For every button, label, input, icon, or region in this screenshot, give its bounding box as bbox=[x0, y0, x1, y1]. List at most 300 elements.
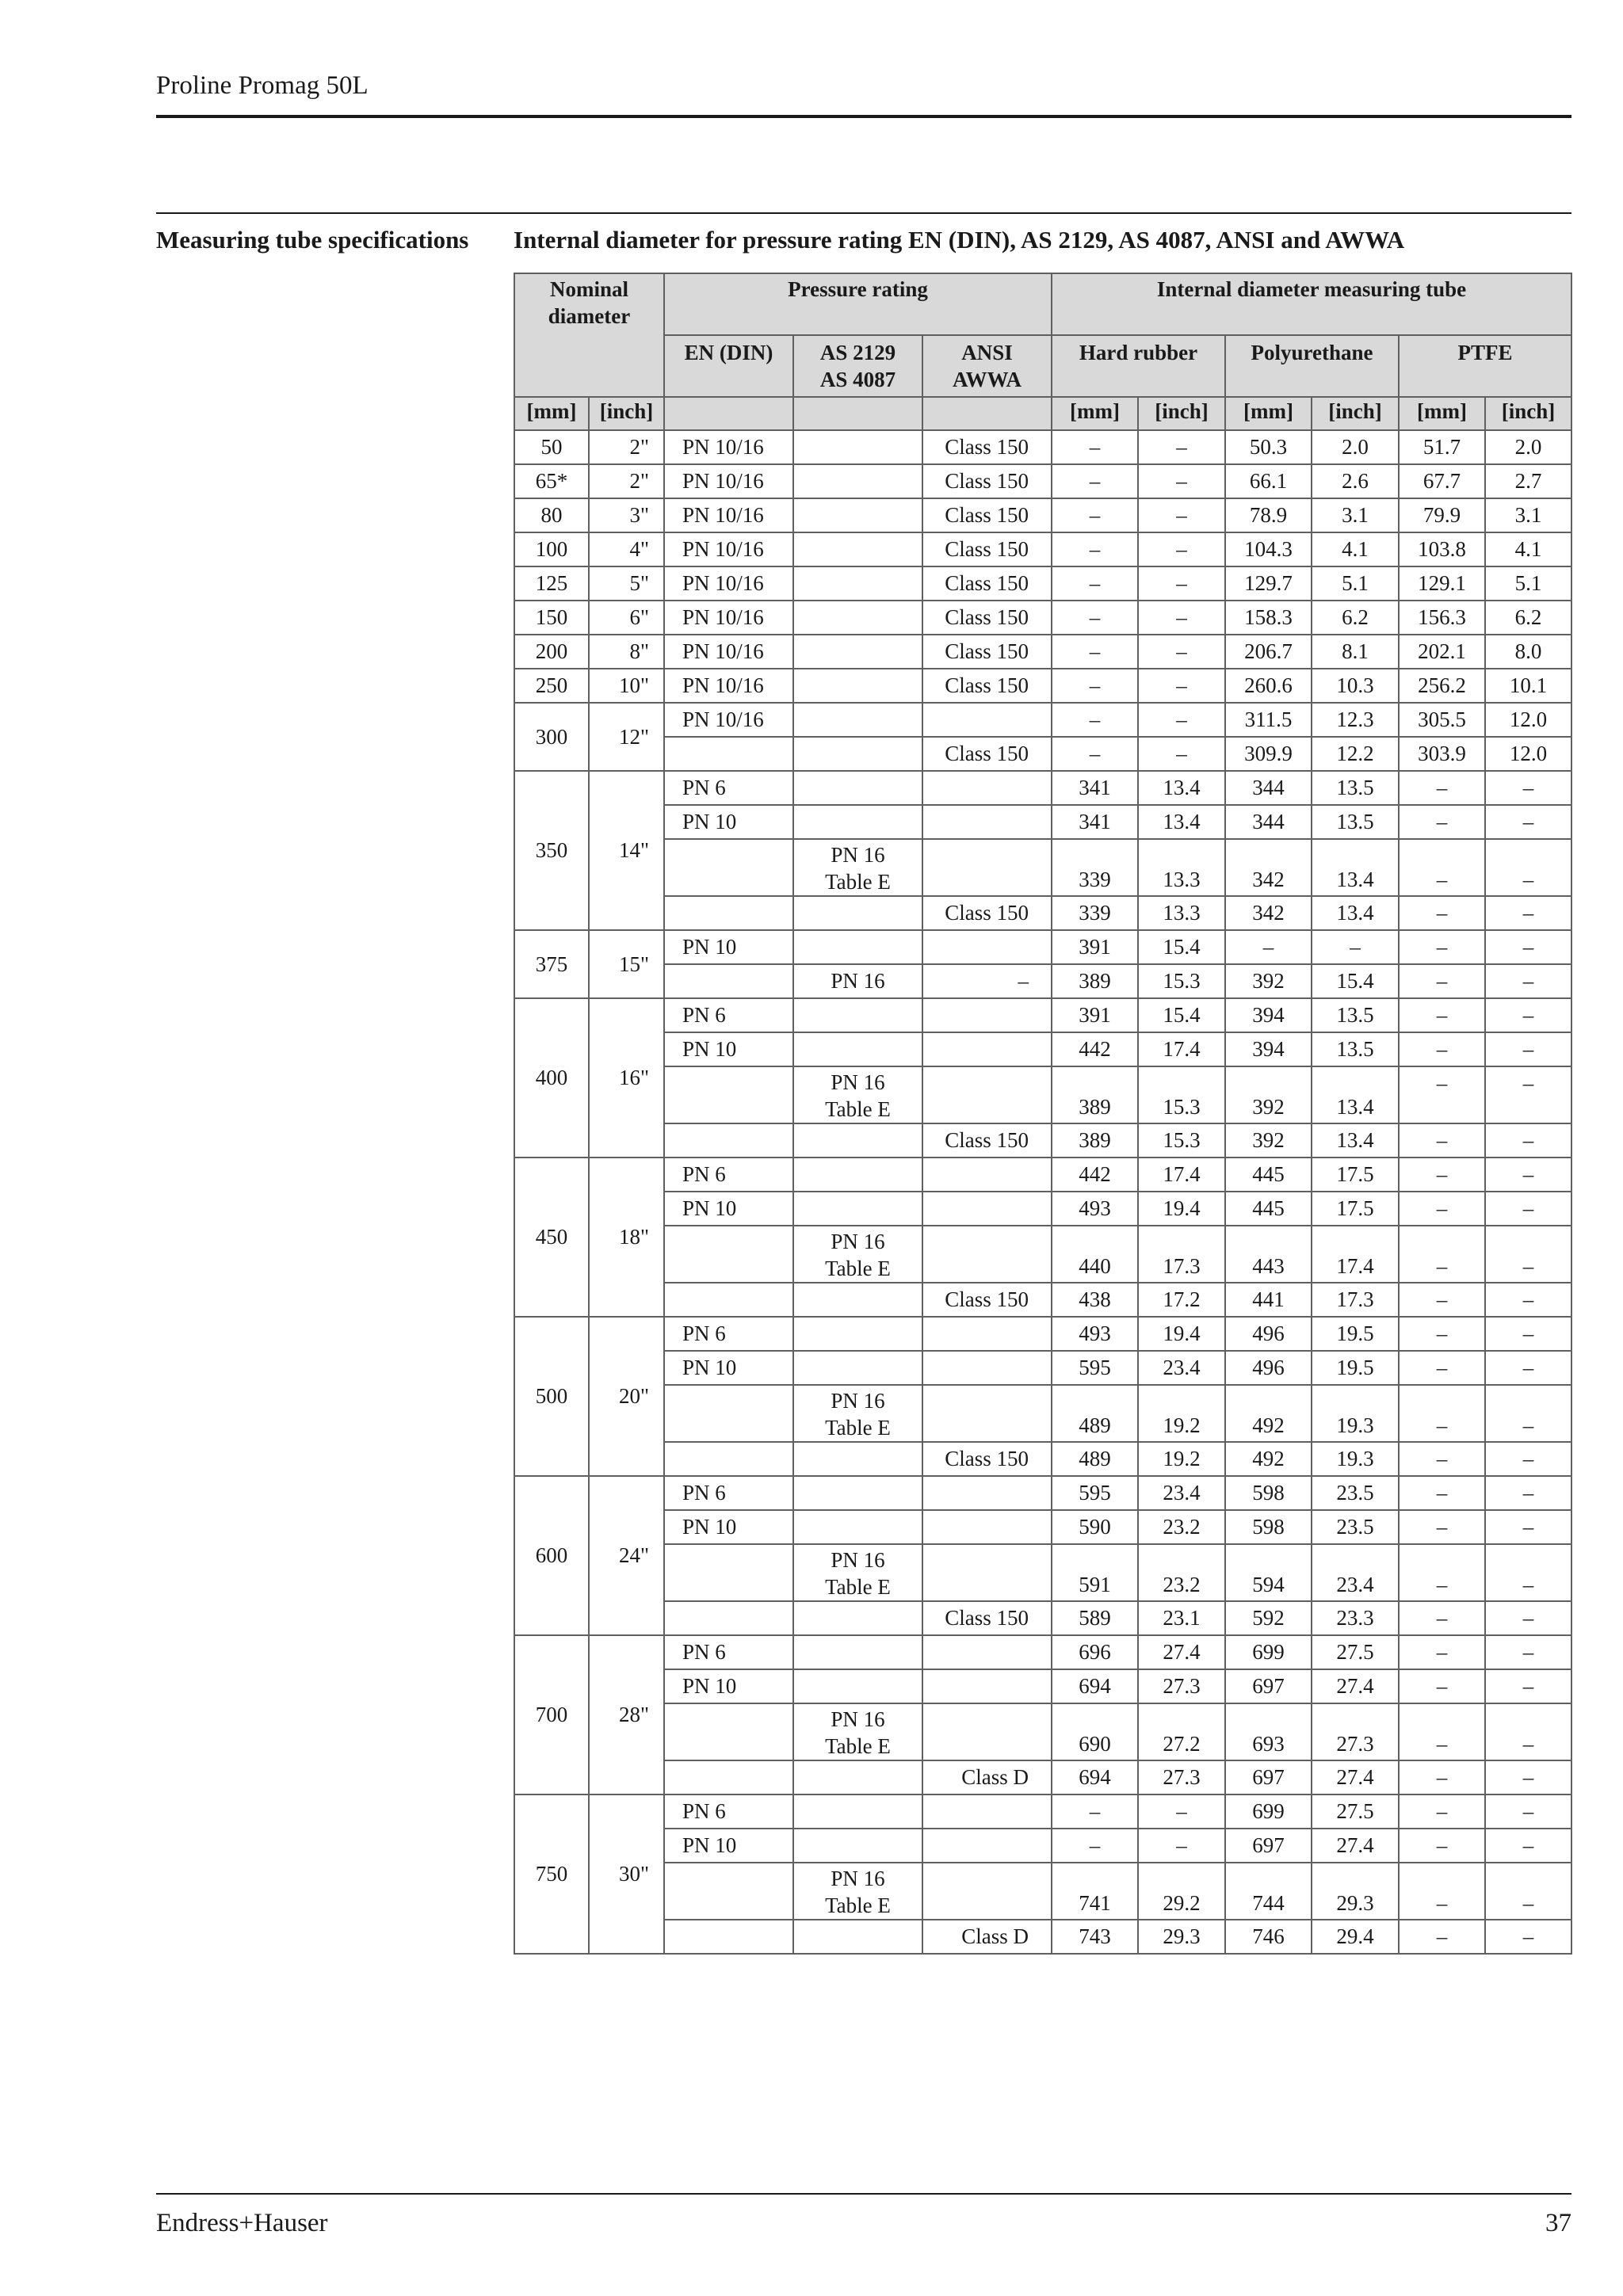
table-row bbox=[514, 737, 1571, 771]
table-row bbox=[514, 1669, 1571, 1703]
ptfe-inch-cell: – bbox=[1485, 1032, 1571, 1066]
ptfe-inch-cell: – bbox=[1485, 1158, 1571, 1192]
table-row bbox=[514, 1317, 1571, 1351]
hard-rubber-inch-cell: 19.2 bbox=[1138, 1442, 1225, 1476]
hard-rubber-inch-cell: 23.1 bbox=[1138, 1601, 1225, 1635]
hard-rubber-inch-cell: 19.4 bbox=[1138, 1317, 1225, 1351]
ptfe-inch-cell: 4.1 bbox=[1485, 532, 1571, 566]
ptfe-inch-cell: 3.1 bbox=[1485, 498, 1571, 532]
ptfe-inch-cell: 12.0 bbox=[1485, 703, 1571, 737]
polyurethane-mm-cell: 206.7 bbox=[1225, 635, 1312, 669]
as-cell: PN 16 Table E bbox=[793, 839, 922, 896]
nominal-mm-cell: 300 bbox=[514, 703, 589, 771]
polyurethane-inch-cell: 15.4 bbox=[1312, 964, 1399, 998]
table-row bbox=[514, 1510, 1571, 1544]
table-row bbox=[514, 1351, 1571, 1385]
as-cell: PN 16 Table E bbox=[793, 1544, 922, 1601]
as-cell bbox=[793, 805, 922, 839]
ptfe-inch-cell: – bbox=[1485, 839, 1571, 896]
en-din-cell bbox=[664, 1920, 793, 1954]
polyurethane-inch-cell: 13.4 bbox=[1312, 839, 1399, 896]
hard-rubber-inch-cell: – bbox=[1138, 601, 1225, 635]
as-cell bbox=[793, 1510, 922, 1544]
polyurethane-inch-cell: 27.5 bbox=[1312, 1794, 1399, 1829]
hard-rubber-inch-cell: 15.4 bbox=[1138, 930, 1225, 964]
as-cell bbox=[793, 703, 922, 737]
hard-rubber-inch-cell: – bbox=[1138, 669, 1225, 703]
as-cell bbox=[793, 1920, 922, 1954]
nominal-mm-cell: 100 bbox=[514, 532, 589, 566]
polyurethane-inch-cell: 27.4 bbox=[1312, 1669, 1399, 1703]
en-din-cell: PN 10 bbox=[664, 1829, 793, 1863]
polyurethane-mm-cell: 342 bbox=[1225, 896, 1312, 930]
ansi-cell bbox=[922, 1066, 1052, 1123]
ansi-cell bbox=[922, 703, 1052, 737]
table-row bbox=[514, 1442, 1571, 1476]
en-din-cell: PN 10 bbox=[664, 1192, 793, 1226]
hard-rubber-mm-cell: – bbox=[1052, 669, 1138, 703]
ptfe-mm-cell: 256.2 bbox=[1399, 669, 1485, 703]
polyurethane-mm-cell: 699 bbox=[1225, 1635, 1312, 1669]
ansi-cell bbox=[922, 1863, 1052, 1920]
hard-rubber-inch-cell: 23.4 bbox=[1138, 1476, 1225, 1510]
ansi-cell bbox=[922, 1226, 1052, 1283]
polyurethane-inch-cell: 12.2 bbox=[1312, 737, 1399, 771]
polyurethane-mm-cell: 392 bbox=[1225, 1066, 1312, 1123]
table-row bbox=[514, 601, 1571, 635]
polyurethane-mm-cell: 394 bbox=[1225, 1032, 1312, 1066]
polyurethane-inch-cell: 27.4 bbox=[1312, 1829, 1399, 1863]
ansi-cell bbox=[922, 1351, 1052, 1385]
ptfe-mm-cell: – bbox=[1399, 1283, 1485, 1317]
ansi-cell: Class 150 bbox=[922, 1283, 1052, 1317]
ansi-cell bbox=[922, 1829, 1052, 1863]
polyurethane-inch-cell: 13.4 bbox=[1312, 1066, 1399, 1123]
nominal-inch-cell: 4" bbox=[589, 532, 664, 566]
polyurethane-mm-cell: 598 bbox=[1225, 1476, 1312, 1510]
en-din-cell: PN 6 bbox=[664, 1794, 793, 1829]
table-row bbox=[514, 1829, 1571, 1863]
nominal-inch-cell: 18" bbox=[589, 1158, 664, 1317]
polyurethane-mm-cell: – bbox=[1225, 930, 1312, 964]
ansi-cell bbox=[922, 998, 1052, 1032]
polyurethane-mm-cell: 697 bbox=[1225, 1669, 1312, 1703]
polyurethane-inch-cell: 13.5 bbox=[1312, 1032, 1399, 1066]
ptfe-mm-cell: – bbox=[1399, 930, 1485, 964]
en-din-cell bbox=[664, 1544, 793, 1601]
as-cell bbox=[793, 1123, 922, 1158]
hard-rubber-inch-cell: 15.4 bbox=[1138, 998, 1225, 1032]
en-din-cell: PN 10 bbox=[664, 1510, 793, 1544]
polyurethane-inch-cell: 23.3 bbox=[1312, 1601, 1399, 1635]
as-cell bbox=[793, 635, 922, 669]
nominal-inch-cell: 10" bbox=[589, 669, 664, 703]
polyurethane-inch-cell: 13.4 bbox=[1312, 1123, 1399, 1158]
header-divider bbox=[156, 115, 1571, 118]
polyurethane-inch-cell: 17.4 bbox=[1312, 1226, 1399, 1283]
table-row bbox=[514, 771, 1571, 805]
en-din-cell bbox=[664, 1863, 793, 1920]
polyurethane-inch-cell: 23.4 bbox=[1312, 1544, 1399, 1601]
hard-rubber-inch-cell: – bbox=[1138, 566, 1225, 601]
hard-rubber-inch-cell: 27.4 bbox=[1138, 1635, 1225, 1669]
table-row bbox=[514, 1066, 1571, 1123]
hard-rubber-inch-cell: – bbox=[1138, 703, 1225, 737]
nominal-mm-cell: 125 bbox=[514, 566, 589, 601]
en-din-cell: PN 10/16 bbox=[664, 430, 793, 464]
as-cell: PN 16 Table E bbox=[793, 1066, 922, 1123]
unit-mm: [mm] bbox=[1225, 397, 1312, 430]
ptfe-mm-cell: – bbox=[1399, 1192, 1485, 1226]
ansi-cell bbox=[922, 839, 1052, 896]
ansi-cell: Class 150 bbox=[922, 464, 1052, 498]
ptfe-inch-cell: – bbox=[1485, 1920, 1571, 1954]
ptfe-inch-cell: – bbox=[1485, 896, 1571, 930]
table-row bbox=[514, 1635, 1571, 1669]
hard-rubber-inch-cell: 13.3 bbox=[1138, 896, 1225, 930]
as-cell bbox=[793, 1192, 922, 1226]
table-row bbox=[514, 498, 1571, 532]
en-din-cell bbox=[664, 1226, 793, 1283]
hard-rubber-inch-cell: – bbox=[1138, 1829, 1225, 1863]
polyurethane-inch-cell: 13.4 bbox=[1312, 896, 1399, 930]
hard-rubber-mm-cell: 696 bbox=[1052, 1635, 1138, 1669]
hard-rubber-inch-cell: 23.2 bbox=[1138, 1544, 1225, 1601]
header-blank bbox=[793, 397, 922, 430]
ptfe-inch-cell: 2.7 bbox=[1485, 464, 1571, 498]
unit-mm: [mm] bbox=[1399, 397, 1485, 430]
hard-rubber-inch-cell: 17.2 bbox=[1138, 1283, 1225, 1317]
polyurethane-mm-cell: 697 bbox=[1225, 1829, 1312, 1863]
en-din-cell bbox=[664, 1703, 793, 1760]
ansi-cell: Class 150 bbox=[922, 896, 1052, 930]
ansi-cell: Class 150 bbox=[922, 566, 1052, 601]
unit-inch: [inch] bbox=[589, 397, 664, 430]
header-ansi: ANSI AWWA bbox=[922, 335, 1052, 397]
ptfe-mm-cell: – bbox=[1399, 1032, 1485, 1066]
footer-divider bbox=[156, 2193, 1571, 2195]
polyurethane-mm-cell: 496 bbox=[1225, 1351, 1312, 1385]
nominal-mm-cell: 200 bbox=[514, 635, 589, 669]
table-row bbox=[514, 1123, 1571, 1158]
ansi-cell: – bbox=[922, 964, 1052, 998]
ptfe-mm-cell: 156.3 bbox=[1399, 601, 1485, 635]
as-cell bbox=[793, 771, 922, 805]
en-din-cell: PN 10/16 bbox=[664, 532, 793, 566]
en-din-cell: PN 6 bbox=[664, 998, 793, 1032]
polyurethane-mm-cell: 445 bbox=[1225, 1192, 1312, 1226]
hard-rubber-mm-cell: 741 bbox=[1052, 1863, 1138, 1920]
nominal-inch-cell: 2" bbox=[589, 430, 664, 464]
nominal-mm-cell: 375 bbox=[514, 930, 589, 998]
ptfe-mm-cell: 67.7 bbox=[1399, 464, 1485, 498]
nominal-inch-cell: 8" bbox=[589, 635, 664, 669]
as-cell bbox=[793, 1442, 922, 1476]
ansi-cell bbox=[922, 930, 1052, 964]
footer-brand: Endress+Hauser bbox=[156, 2209, 328, 2237]
ptfe-mm-cell: 305.5 bbox=[1399, 703, 1485, 737]
table-row bbox=[514, 1794, 1571, 1829]
table-row bbox=[514, 998, 1571, 1032]
ptfe-inch-cell: – bbox=[1485, 1123, 1571, 1158]
hard-rubber-mm-cell: – bbox=[1052, 635, 1138, 669]
polyurethane-inch-cell: 5.1 bbox=[1312, 566, 1399, 601]
ptfe-inch-cell: – bbox=[1485, 930, 1571, 964]
en-din-cell: PN 10 bbox=[664, 1032, 793, 1066]
as-cell: PN 16 Table E bbox=[793, 1863, 922, 1920]
polyurethane-mm-cell: 344 bbox=[1225, 771, 1312, 805]
hard-rubber-mm-cell: 440 bbox=[1052, 1226, 1138, 1283]
table-row bbox=[514, 566, 1571, 601]
as-cell bbox=[793, 1635, 922, 1669]
ptfe-mm-cell: – bbox=[1399, 998, 1485, 1032]
ptfe-inch-cell: – bbox=[1485, 1544, 1571, 1601]
ptfe-mm-cell: – bbox=[1399, 1158, 1485, 1192]
section-label: Measuring tube specifications bbox=[156, 226, 469, 254]
unit-mm: [mm] bbox=[1052, 397, 1138, 430]
en-din-cell: PN 10 bbox=[664, 1351, 793, 1385]
ansi-cell: Class 150 bbox=[922, 737, 1052, 771]
polyurethane-inch-cell: 10.3 bbox=[1312, 669, 1399, 703]
en-din-cell: PN 6 bbox=[664, 771, 793, 805]
en-din-cell: PN 6 bbox=[664, 1158, 793, 1192]
nominal-mm-cell: 250 bbox=[514, 669, 589, 703]
header-hard-rubber: Hard rubber bbox=[1052, 335, 1225, 397]
header-nominal-diameter: Nominal diameter bbox=[514, 273, 664, 397]
internal-diameter-table bbox=[514, 273, 1572, 1955]
header-polyurethane: Polyurethane bbox=[1225, 335, 1399, 397]
polyurethane-mm-cell: 592 bbox=[1225, 1601, 1312, 1635]
table-row bbox=[514, 1920, 1571, 1954]
hard-rubber-mm-cell: 341 bbox=[1052, 771, 1138, 805]
page-header-title: Proline Promag 50L bbox=[156, 71, 369, 100]
ptfe-mm-cell: – bbox=[1399, 1601, 1485, 1635]
hard-rubber-mm-cell: 493 bbox=[1052, 1317, 1138, 1351]
en-din-cell: PN 10/16 bbox=[664, 498, 793, 532]
ptfe-mm-cell: 202.1 bbox=[1399, 635, 1485, 669]
hard-rubber-inch-cell: 23.2 bbox=[1138, 1510, 1225, 1544]
polyurethane-mm-cell: 104.3 bbox=[1225, 532, 1312, 566]
hard-rubber-mm-cell: 595 bbox=[1052, 1476, 1138, 1510]
table-row bbox=[514, 430, 1571, 464]
ptfe-mm-cell: – bbox=[1399, 964, 1485, 998]
ptfe-mm-cell: – bbox=[1399, 1476, 1485, 1510]
hard-rubber-mm-cell: 489 bbox=[1052, 1442, 1138, 1476]
ansi-cell bbox=[922, 771, 1052, 805]
ptfe-mm-cell: – bbox=[1399, 1226, 1485, 1283]
hard-rubber-inch-cell: 17.4 bbox=[1138, 1032, 1225, 1066]
hard-rubber-inch-cell: 15.3 bbox=[1138, 964, 1225, 998]
ptfe-mm-cell: 103.8 bbox=[1399, 532, 1485, 566]
ptfe-inch-cell: – bbox=[1485, 1635, 1571, 1669]
nominal-inch-cell: 5" bbox=[589, 566, 664, 601]
nominal-inch-cell: 15" bbox=[589, 930, 664, 998]
as-cell bbox=[793, 1601, 922, 1635]
polyurethane-mm-cell: 746 bbox=[1225, 1920, 1312, 1954]
en-din-cell: PN 10 bbox=[664, 930, 793, 964]
polyurethane-inch-cell: 2.0 bbox=[1312, 430, 1399, 464]
ansi-cell: Class 150 bbox=[922, 635, 1052, 669]
en-din-cell: PN 10 bbox=[664, 805, 793, 839]
ptfe-inch-cell: – bbox=[1485, 805, 1571, 839]
hard-rubber-mm-cell: 341 bbox=[1052, 805, 1138, 839]
hard-rubber-inch-cell: – bbox=[1138, 532, 1225, 566]
table-row bbox=[514, 896, 1571, 930]
polyurethane-inch-cell: 13.5 bbox=[1312, 771, 1399, 805]
hard-rubber-mm-cell: 690 bbox=[1052, 1703, 1138, 1760]
nominal-inch-cell: 2" bbox=[589, 464, 664, 498]
hard-rubber-mm-cell: – bbox=[1052, 1829, 1138, 1863]
polyurethane-mm-cell: 392 bbox=[1225, 1123, 1312, 1158]
as-cell bbox=[793, 1794, 922, 1829]
nominal-inch-cell: 20" bbox=[589, 1317, 664, 1476]
hard-rubber-mm-cell: – bbox=[1052, 737, 1138, 771]
hard-rubber-inch-cell: – bbox=[1138, 737, 1225, 771]
header-blank bbox=[922, 397, 1052, 430]
hard-rubber-inch-cell: 29.3 bbox=[1138, 1920, 1225, 1954]
ptfe-mm-cell: – bbox=[1399, 1794, 1485, 1829]
ptfe-mm-cell: – bbox=[1399, 1385, 1485, 1442]
polyurethane-mm-cell: 344 bbox=[1225, 805, 1312, 839]
ptfe-inch-cell: – bbox=[1485, 1703, 1571, 1760]
polyurethane-inch-cell: 2.6 bbox=[1312, 464, 1399, 498]
polyurethane-mm-cell: 392 bbox=[1225, 964, 1312, 998]
ptfe-mm-cell: – bbox=[1399, 1123, 1485, 1158]
hard-rubber-inch-cell: 23.4 bbox=[1138, 1351, 1225, 1385]
ptfe-inch-cell: – bbox=[1485, 1283, 1571, 1317]
nominal-inch-cell: 28" bbox=[589, 1635, 664, 1794]
ptfe-inch-cell: 6.2 bbox=[1485, 601, 1571, 635]
hard-rubber-mm-cell: 389 bbox=[1052, 964, 1138, 998]
ptfe-mm-cell: – bbox=[1399, 896, 1485, 930]
hard-rubber-mm-cell: 389 bbox=[1052, 1123, 1138, 1158]
ptfe-inch-cell: – bbox=[1485, 1317, 1571, 1351]
as-cell bbox=[793, 1283, 922, 1317]
header-as: AS 2129 AS 4087 bbox=[793, 335, 922, 397]
as-cell bbox=[793, 566, 922, 601]
table-row bbox=[514, 1226, 1571, 1283]
nominal-inch-cell: 6" bbox=[589, 601, 664, 635]
ansi-cell: Class D bbox=[922, 1760, 1052, 1794]
ptfe-inch-cell: – bbox=[1485, 771, 1571, 805]
as-cell bbox=[793, 930, 922, 964]
ansi-cell bbox=[922, 1635, 1052, 1669]
en-din-cell bbox=[664, 1760, 793, 1794]
hard-rubber-mm-cell: – bbox=[1052, 703, 1138, 737]
nominal-mm-cell: 500 bbox=[514, 1317, 589, 1476]
ptfe-inch-cell: – bbox=[1485, 1829, 1571, 1863]
polyurethane-inch-cell: 23.5 bbox=[1312, 1510, 1399, 1544]
en-din-cell: PN 10/16 bbox=[664, 566, 793, 601]
header-en-din: EN (DIN) bbox=[664, 335, 793, 397]
polyurethane-mm-cell: 78.9 bbox=[1225, 498, 1312, 532]
ptfe-inch-cell: 10.1 bbox=[1485, 669, 1571, 703]
hard-rubber-inch-cell: – bbox=[1138, 1794, 1225, 1829]
ptfe-mm-cell: – bbox=[1399, 1760, 1485, 1794]
ptfe-inch-cell: – bbox=[1485, 1794, 1571, 1829]
hard-rubber-mm-cell: – bbox=[1052, 532, 1138, 566]
ptfe-inch-cell: – bbox=[1485, 1510, 1571, 1544]
en-din-cell bbox=[664, 1601, 793, 1635]
as-cell bbox=[793, 498, 922, 532]
polyurethane-inch-cell: 4.1 bbox=[1312, 532, 1399, 566]
nominal-inch-cell: 30" bbox=[589, 1794, 664, 1954]
nominal-mm-cell: 65* bbox=[514, 464, 589, 498]
ansi-cell: Class 150 bbox=[922, 601, 1052, 635]
ptfe-mm-cell: 129.1 bbox=[1399, 566, 1485, 601]
hard-rubber-inch-cell: 27.2 bbox=[1138, 1703, 1225, 1760]
en-din-cell: PN 10 bbox=[664, 1669, 793, 1703]
en-din-cell bbox=[664, 1385, 793, 1442]
table-title: Internal diameter for pressure rating EN (DIN), AS 2129, AS 4087, ANSI and AWWA bbox=[514, 226, 1405, 254]
ptfe-mm-cell: – bbox=[1399, 805, 1485, 839]
as-cell bbox=[793, 1158, 922, 1192]
table-row bbox=[514, 805, 1571, 839]
hard-rubber-inch-cell: 13.4 bbox=[1138, 771, 1225, 805]
polyurethane-inch-cell: 27.4 bbox=[1312, 1760, 1399, 1794]
hard-rubber-inch-cell: 19.2 bbox=[1138, 1385, 1225, 1442]
polyurethane-mm-cell: 260.6 bbox=[1225, 669, 1312, 703]
ansi-cell bbox=[922, 1192, 1052, 1226]
nominal-mm-cell: 450 bbox=[514, 1158, 589, 1317]
ansi-cell: Class 150 bbox=[922, 532, 1052, 566]
as-cell bbox=[793, 464, 922, 498]
table-body bbox=[514, 430, 1571, 1954]
table-row bbox=[514, 1863, 1571, 1920]
en-din-cell: PN 10/16 bbox=[664, 635, 793, 669]
ansi-cell bbox=[922, 1703, 1052, 1760]
hard-rubber-mm-cell: 489 bbox=[1052, 1385, 1138, 1442]
en-din-cell bbox=[664, 964, 793, 998]
ptfe-mm-cell: – bbox=[1399, 1703, 1485, 1760]
polyurethane-inch-cell: 19.5 bbox=[1312, 1317, 1399, 1351]
table-row bbox=[514, 1283, 1571, 1317]
polyurethane-inch-cell: 12.3 bbox=[1312, 703, 1399, 737]
en-din-cell bbox=[664, 1442, 793, 1476]
unit-mm: [mm] bbox=[514, 397, 589, 430]
polyurethane-inch-cell: 27.3 bbox=[1312, 1703, 1399, 1760]
polyurethane-mm-cell: 50.3 bbox=[1225, 430, 1312, 464]
table-row bbox=[514, 1476, 1571, 1510]
ptfe-mm-cell: 79.9 bbox=[1399, 498, 1485, 532]
hard-rubber-mm-cell: 694 bbox=[1052, 1760, 1138, 1794]
ansi-cell bbox=[922, 1794, 1052, 1829]
polyurethane-inch-cell: 17.5 bbox=[1312, 1158, 1399, 1192]
ansi-cell: Class 150 bbox=[922, 669, 1052, 703]
hard-rubber-mm-cell: 694 bbox=[1052, 1669, 1138, 1703]
as-cell bbox=[793, 998, 922, 1032]
ptfe-mm-cell: – bbox=[1399, 1544, 1485, 1601]
ptfe-inch-cell: 5.1 bbox=[1485, 566, 1571, 601]
polyurethane-mm-cell: 697 bbox=[1225, 1760, 1312, 1794]
hard-rubber-mm-cell: 391 bbox=[1052, 998, 1138, 1032]
ptfe-mm-cell: – bbox=[1399, 1635, 1485, 1669]
hard-rubber-inch-cell: 19.4 bbox=[1138, 1192, 1225, 1226]
hard-rubber-inch-cell: 17.4 bbox=[1138, 1158, 1225, 1192]
en-din-cell: PN 10/16 bbox=[664, 601, 793, 635]
polyurethane-mm-cell: 394 bbox=[1225, 998, 1312, 1032]
hard-rubber-inch-cell: – bbox=[1138, 430, 1225, 464]
header-blank bbox=[664, 397, 793, 430]
polyurethane-mm-cell: 309.9 bbox=[1225, 737, 1312, 771]
table-row bbox=[514, 964, 1571, 998]
ptfe-inch-cell: – bbox=[1485, 1226, 1571, 1283]
ansi-cell: Class 150 bbox=[922, 1601, 1052, 1635]
polyurethane-inch-cell: 13.5 bbox=[1312, 805, 1399, 839]
polyurethane-mm-cell: 492 bbox=[1225, 1385, 1312, 1442]
ptfe-mm-cell: – bbox=[1399, 1510, 1485, 1544]
ansi-cell: Class D bbox=[922, 1920, 1052, 1954]
